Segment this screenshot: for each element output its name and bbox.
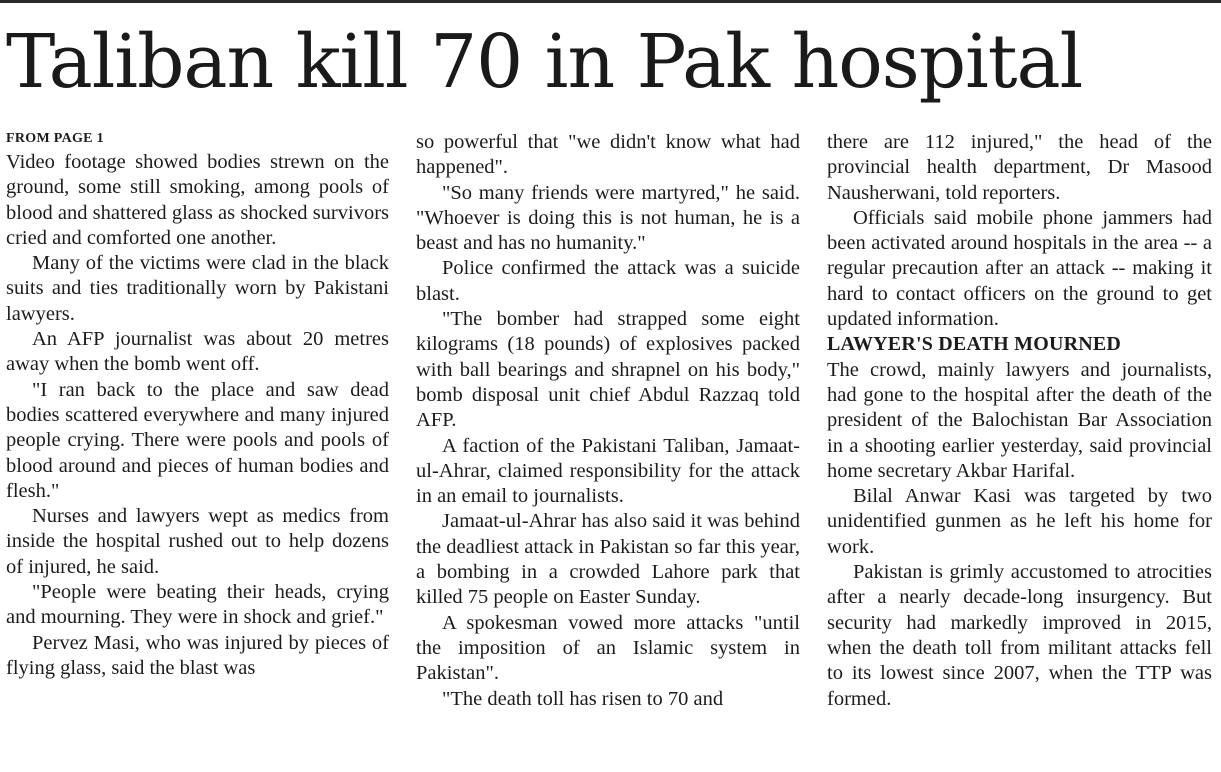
paragraph: Many of the victims were clad in the black suits and ties traditionally worn by Pakistani lawyers. (6, 252, 389, 325)
kicker-from-page: FROM PAGE 1 (6, 131, 104, 146)
paragraph: Police confirmed the attack was a suicide blast. (416, 257, 800, 305)
paragraph: Officials said mobile phone jammers had been activated around hospitals in the area -- a regular precaution after an attack -- making it hard to contact officers on the ground to get updated information. (827, 206, 1212, 331)
paragraph: "So many friends were martyred," he said. "Whoever is doing this is not human, he is a beast and has no humanity." (416, 181, 800, 255)
paragraph: Pakistan is grimly accustomed to atrocities after a nearly decade-long insurgency. But security had markedly improved in 2015, when the death toll from militant attacks fell to its lowest since 2007, when the TTP was formed. (827, 561, 1212, 710)
paragraph: "The bomber had strapped some eight kilograms (18 pounds) of explosives packed with ball bearings and shrapnel on his body," bomb disposal unit chief Abdul Razzaq told AFP. (416, 308, 800, 432)
article-column-2 (416, 130, 800, 770)
paragraph: Video footage showed bodies strewn on the ground, some still smoking, among pools of blood and shattered glass as shocked survivors cried and comforted one another. (6, 151, 389, 249)
paragraph: Jamaat-ul-Ahrar has also said it was behind the deadliest attack in Pakistan so far this year, a bombing in a crowded Lahore park that killed 75 people on Easter Sunday. (416, 510, 800, 609)
paragraph: An AFP journalist was about 20 metres away when the bomb went off. (6, 328, 389, 376)
paragraph: Bilal Anwar Kasi was targeted by two unidentified gunmen as he left his home for work. (827, 485, 1212, 558)
paragraph: A spokesman vowed more attacks "until the imposition of an Islamic system in Pakistan". (416, 611, 800, 685)
paragraph: "The death toll has risen to 70 and (442, 687, 724, 710)
paragraph: Nurses and lawyers wept as medics from inside the hospital rushed out to help dozens of injured, he said. (6, 505, 389, 578)
paragraph: there are 112 injured," the head of the provincial health department, Dr Masood Nausherwani, told reporters. (827, 131, 1212, 204)
paragraph: so powerful that "we didn't know what had happened". (416, 131, 800, 179)
article-column-3 (827, 130, 1212, 770)
paragraph: "I ran back to the place and saw dead bodies scattered everywhere and many injured people crying. There were pools and pools of blood around and pieces of human bodies and flesh." (6, 378, 389, 502)
headline: Taliban kill 70 in Pak hospital (6, 19, 1083, 105)
paragraph: Pervez Masi, who was injured by pieces of flying glass, said the blast was (6, 631, 389, 679)
subheading: LAWYER'S DEATH MOURNED (827, 333, 1122, 356)
top-rule (0, 0, 1221, 3)
paragraph: The crowd, mainly lawyers and journalists, had gone to the hospital after the death of the president of the Balochistan Bar Association in a shooting earlier yesterday, said provincial home secretary Akbar Harifal. (827, 358, 1212, 482)
article-column-1 (6, 130, 389, 770)
paragraph: A faction of the Pakistani Taliban, Jamaat-ul-Ahrar, claimed responsibility for the attack in an email to journalists. (416, 434, 800, 508)
paragraph: "People were beating their heads, crying and mourning. They were in shock and grief." (6, 581, 389, 629)
